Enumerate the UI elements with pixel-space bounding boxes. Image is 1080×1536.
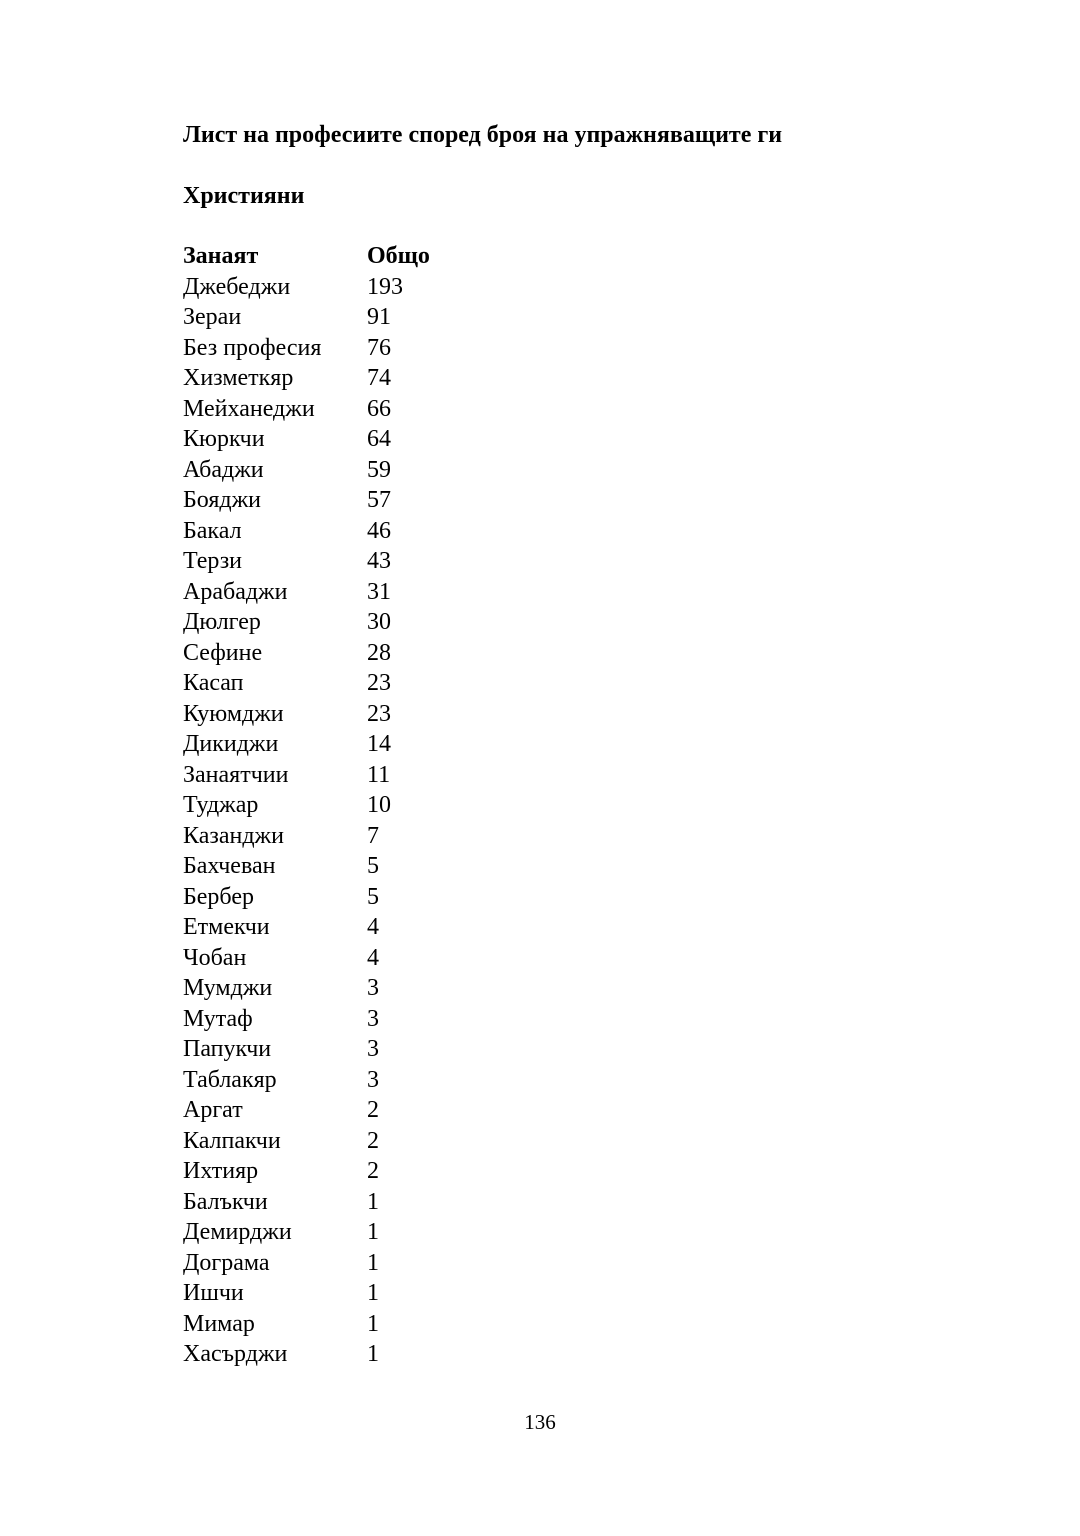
profession-total: 1 — [367, 1188, 379, 1215]
table-row — [183, 1034, 487, 1065]
profession-total: 1 — [367, 1249, 379, 1276]
table-row — [183, 1248, 487, 1279]
profession-name: Мумджи — [183, 975, 273, 1001]
table-row — [183, 973, 487, 1004]
table-row — [183, 760, 487, 791]
profession-total: 30 — [367, 609, 391, 635]
profession-name: Мутаф — [183, 1005, 253, 1032]
profession-name: Калпакчи — [183, 1127, 281, 1154]
table-row — [183, 546, 487, 577]
profession-name: Хасърджи — [183, 1341, 288, 1367]
table-row — [183, 1217, 487, 1248]
table-row — [183, 790, 487, 821]
profession-name: Ихтияр — [183, 1158, 259, 1184]
profession-total: 57 — [367, 487, 391, 513]
table-row — [183, 577, 487, 608]
profession-total: 4 — [367, 914, 379, 940]
profession-name: Дюлгер — [183, 609, 261, 635]
table-row — [183, 912, 487, 943]
profession-total: 10 — [367, 792, 391, 818]
table-row — [183, 1004, 487, 1035]
profession-total: 28 — [367, 639, 391, 666]
profession-total: 11 — [367, 761, 391, 788]
profession-name: Бояджи — [183, 487, 261, 513]
table-row — [183, 363, 487, 394]
table-row — [183, 851, 487, 882]
profession-name: Зераи — [183, 304, 242, 330]
table-row — [183, 1339, 487, 1370]
profession-name: Арабаджи — [183, 578, 288, 605]
table-row — [183, 1065, 487, 1096]
profession-total: 1 — [367, 1280, 379, 1306]
profession-name: Куюмджи — [183, 700, 284, 727]
profession-name: Джебеджи — [183, 273, 291, 300]
profession-total: 3 — [367, 1005, 379, 1032]
profession-total: 91 — [367, 304, 391, 330]
profession-name: Мейханеджи — [183, 395, 315, 422]
profession-name: Дикиджи — [183, 731, 279, 757]
profession-name: Занаятчии — [183, 761, 289, 788]
table-row — [183, 302, 487, 333]
profession-total: 2 — [367, 1097, 379, 1123]
table-row — [183, 1187, 487, 1218]
profession-total: 14 — [367, 731, 391, 757]
table-row — [183, 1156, 487, 1187]
table-row — [183, 699, 487, 730]
profession-name: Хизметкяр — [183, 365, 294, 391]
section-heading: Християни — [183, 183, 305, 209]
profession-name: Без професия — [183, 334, 322, 361]
table-row — [183, 272, 487, 303]
table-header-row — [183, 241, 487, 272]
profession-total: 3 — [367, 975, 379, 1001]
table-body — [183, 272, 487, 1370]
profession-total: 193 — [367, 273, 403, 300]
table-row — [183, 729, 487, 760]
table-row — [183, 516, 487, 547]
profession-name: Демирджи — [183, 1219, 292, 1245]
table-row — [183, 668, 487, 699]
profession-name: Папукчи — [183, 1036, 272, 1062]
table-row — [183, 943, 487, 974]
profession-total: 64 — [367, 426, 391, 452]
profession-total: 5 — [367, 883, 379, 910]
table-row — [183, 333, 487, 364]
profession-total: 66 — [367, 395, 391, 422]
profession-total: 23 — [367, 670, 391, 696]
profession-name: Касап — [183, 670, 244, 696]
table-row — [183, 424, 487, 455]
profession-name: Дограма — [183, 1249, 270, 1276]
profession-name: Туджар — [183, 792, 259, 818]
profession-name: Бахчеван — [183, 853, 276, 879]
page-number: 136 — [524, 1410, 556, 1434]
table-row — [183, 1278, 487, 1309]
header-total: Общо — [367, 243, 430, 269]
profession-total: 59 — [367, 456, 391, 483]
table-row — [183, 485, 487, 516]
profession-name: Бербер — [183, 883, 254, 910]
profession-total: 1 — [367, 1310, 379, 1337]
profession-name: Абаджи — [183, 456, 264, 483]
profession-name: Етмекчи — [183, 914, 270, 940]
profession-total: 4 — [367, 944, 379, 971]
profession-total: 7 — [367, 822, 379, 849]
profession-total: 1 — [367, 1341, 379, 1367]
profession-name: Аргат — [183, 1097, 243, 1123]
profession-total: 76 — [367, 334, 391, 361]
profession-total: 31 — [367, 578, 391, 605]
header-profession: Занаят — [183, 243, 259, 269]
profession-name: Терзи — [183, 548, 243, 574]
profession-name: Мимар — [183, 1310, 255, 1337]
table-row — [183, 455, 487, 486]
profession-total: 2 — [367, 1127, 379, 1154]
profession-name: Чобан — [183, 944, 247, 971]
profession-total: 5 — [367, 853, 379, 879]
table-row — [183, 638, 487, 669]
table-row — [183, 882, 487, 913]
table-row — [183, 821, 487, 852]
table-row — [183, 394, 487, 425]
table-row — [183, 607, 487, 638]
table-row — [183, 1309, 487, 1340]
profession-total: 3 — [367, 1036, 379, 1062]
page-title: Лист на професиите според броя на упражняващите ги — [183, 122, 783, 148]
profession-total: 1 — [367, 1219, 379, 1245]
profession-name: Сефине — [183, 639, 263, 666]
profession-name: Балъкчи — [183, 1188, 268, 1215]
profession-name: Кюркчи — [183, 426, 265, 452]
profession-total: 43 — [367, 548, 391, 574]
profession-name: Казанджи — [183, 822, 284, 849]
professions-table — [183, 241, 487, 1370]
table-row — [183, 1126, 487, 1157]
profession-total: 23 — [367, 700, 391, 727]
table-row — [183, 1095, 487, 1126]
profession-total: 3 — [367, 1066, 379, 1093]
profession-total: 2 — [367, 1158, 379, 1184]
profession-total: 74 — [367, 365, 391, 391]
profession-name: Таблакяр — [183, 1066, 277, 1093]
profession-name: Ишчи — [183, 1280, 244, 1306]
profession-total: 46 — [367, 517, 391, 544]
profession-name: Бакал — [183, 517, 242, 544]
